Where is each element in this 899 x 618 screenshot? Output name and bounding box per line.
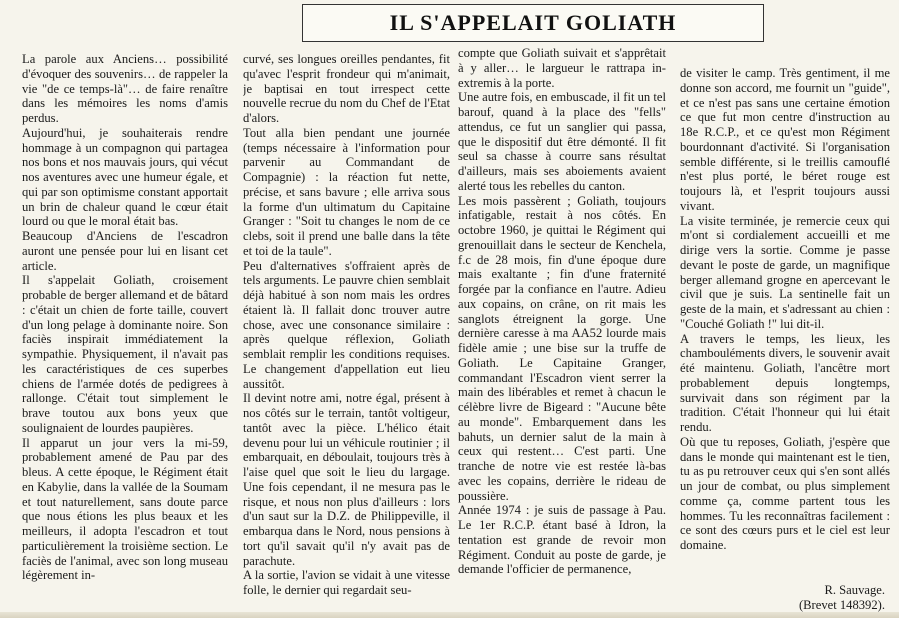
paragraph: La parole aux Anciens… possibilité d'évoquer des souvenirs… de rappeler la vie "de ce temps-là"… de faire renaître dans les mémoires les noms d'amis perdus. (22, 52, 228, 125)
paragraph: compte que Goliath suivait et s'apprêtait à y aller… le largueur le rattrapa in-extremis à la porte. (458, 46, 666, 90)
paragraph: Les mois passèrent ; Goliath, toujours infatigable, restait à nos côtés. En octobre 1960, je quittai le Régiment qui grenouillait dans le secteur de Kenchela, f.c de 28 mois, fin d'une époque dure mais exaltante ; fin d'une fraternité forgée par la confiance en l'autre. Adieu aux copains, on crâne, on rit mais les sanglots étreignent la gorge. Une dernière caresse à ma AA52 lourde mais fidèle amie ; une bise sur la truffe de Goliath. Le Capitaine Granger, commandant l'Escadron vient serrer la main des libérables et remet à chacun le célèbre livre de Bigeard : "Aucune bête au monde". Embarquement dans les bahuts, un dernier salut de la main à ceux qui restent… C'est parti. Une tranche de notre vie est restée là-bas avec les copains, derrière le rideau de poussière. (458, 193, 666, 503)
paragraph: curvé, ses longues oreilles pendantes, fit qu'avec l'esprit frondeur qui m'animait, je baptisai en tout irrespect cette nouvelle recrue du nom du Chef de l'Etat d'alors. (243, 52, 450, 125)
paragraph: A travers le temps, les lieux, les chambouléments divers, le souvenir avait été maintenu. Goliath, l'ancêtre mort probablement depuis longtemps, survivait dans son régiment par la tradition. C'était l'honneur qui lui était rendu. (680, 331, 890, 434)
paragraph: Il s'appelait Goliath, croisement probable de berger allemand et de bâtard : c'était un chien de forte taille, couvert d'un long pelage à dominante noire. Son faciès inspirait immédiatement la sympathie. Physiquement, il n'avait pas les caractéristiques de ces superbes chiens de l'armée dotés de pedigrees à rallonge. C'était tout simplement le brave toutou aux bons yeux que soulignaient de lourdes paupières. (22, 273, 228, 435)
text-column-2 (243, 52, 450, 618)
article-title-box (302, 4, 764, 42)
author-signature: R. Sauvage. (824, 583, 885, 597)
paragraph: Année 1974 : je suis de passage à Pau. Le 1er R.C.P. étant basé à Idron, la tentation est grande de revoir mon Régiment. Conduit au poste de garde, je demande l'officier de permanence, (458, 503, 666, 577)
paragraph: Aujourd'hui, je souhaiterais rendre hommage à un compagnon qui partagea nos bons et nos mauvais jours, qui vécut nos aventures avec une humeur égale, et qui par son optimisme constant apportait un brin de chaleur quand le cœur était lourd ou que le moral était bas. (22, 125, 228, 229)
paragraph: de visiter le camp. Très gentiment, il me donne son accord, me fournit un "guide", et ce n'est pas sans une certaine émotion ce que fut mon centre d'instruction au 18e R.C.P., et ce qu'est mon Régiment bourdonnant d'activité. Si l'organisation semble différente, si le treillis camouflé n'est plus porté, le béret rouge est toujours là, et l'esprit toujours aussi vivant. (680, 66, 890, 213)
paragraph: La visite terminée, je remercie ceux qui m'ont si cordialement accueilli et me dirige vers la sortie. Comme je passe devant le poste de garde, un magnifique berger allemand grogne en apercevant le civil que je suis. La sentinelle fait un geste de la main, et s'adressant au chien : "Couché Goliath !" lui dit-il. (680, 213, 890, 331)
paragraph: Il apparut un jour vers la mi-59, probablement amené de Pau par des bleus. A cette époque, le Régiment était en Kabylie, dans la vallée de la Soumam et tout naturellement, sans doute parce que nous étions les plus beaux et les meilleurs, il adopta l'escadron et tout particulièrement la troisième section. Le faciès de l'animal, avec son long museau légèrement in- (22, 435, 228, 583)
text-column-4 (680, 66, 890, 576)
text-column-3 (458, 46, 666, 612)
article-title: IL S'APPELAIT GOLIATH (389, 10, 677, 35)
page-bottom-edge (0, 612, 899, 618)
paragraph: A la sortie, l'avion se vidait à une vitesse folle, le dernier qui regardait seu- (243, 568, 450, 597)
paragraph: Beaucoup d'Anciens de l'escadron auront une pensée pour lui en lisant cet article. (22, 229, 228, 273)
paragraph: Il devint notre ami, notre égal, présent à nos côtés sur le terrain, tantôt voltigeur, tantôt avec la pièce. L'hélico était devenu pour lui un véhicule routinier ; il embarquait, en déboulait, toujours très à l'aise quel que soit le lieu du largage. Une fois cependant, il ne mesura pas le risque, et nous non plus d'ailleurs : lors d'un saut sur la D.Z. de Philippeville, il embarqua dans le Nord, nous pensions à tort qu'il savait qu'il n'y avait pas de parachute. (243, 391, 450, 568)
paragraph: Peu d'alternatives s'offraient après de tels arguments. Le pauvre chien semblait déjà habitué à son nom mais les ordres étaient là. Il fallait donc trouver autre chose, avec une consonance similaire : après quelque réflexion, Goliath semblait remplir les conditions requises. Le changement d'appellation eut lieu aussitôt. (243, 258, 450, 391)
paragraph: Une autre fois, en embuscade, il fit un tel barouf, quand à la place des "fells" attendus, ce fut un sanglier qui passa, que le dispositif dut être démonté. Il fit seul sa chasse à courre sans résultat d'ailleurs, mais ses aboiements avaient alerté tous les rebelles du canton. (458, 90, 666, 193)
paragraph: Tout alla bien pendant une journée (temps nécessaire à l'information pour parvenir au Commandant de Compagnie) : la réaction fut nette, précise, et sans bavure ; elle arriva sous la forme d'un ultimatum du Capitaine Granger : "Soit tu changes le nom de ce clebs, soit il prend une balle dans la tête et toi de la taule". (243, 125, 450, 258)
author-brevet: (Brevet 148392). (798, 598, 885, 612)
paragraph: Où que tu reposes, Goliath, j'espère que dans le monde qui maintenant est le tien, tu as pu retrouver ceux qui s'en sont allés un jour de combat, ou plus simplement comme ça, comme partent tous les hommes. Tu les reconnaîtras facilement : ce sont des cœurs purs et le ciel est leur domaine. (680, 434, 890, 552)
text-column-1 (22, 52, 228, 618)
